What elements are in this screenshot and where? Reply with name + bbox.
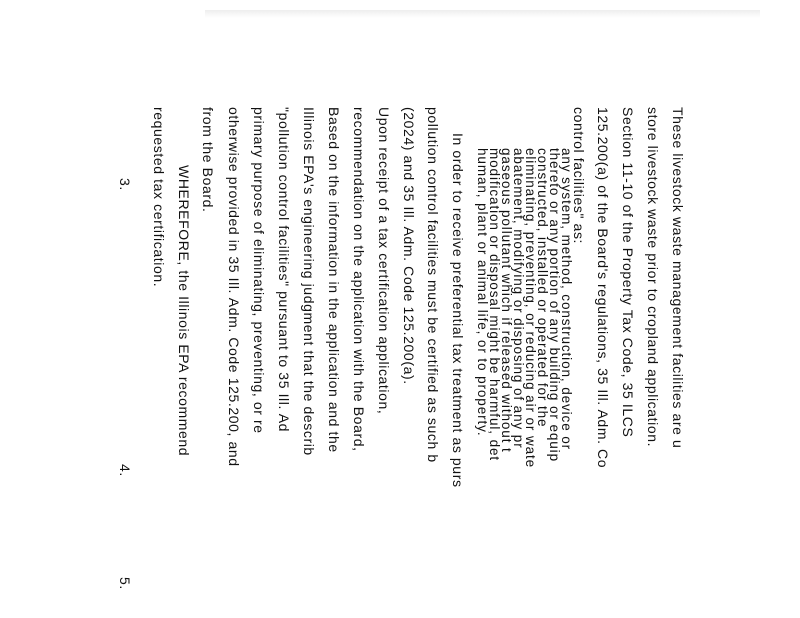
paragraph-three-line: otherwise provided in 35 Ill. Adm. Code 125.200, and xyxy=(226,107,242,467)
quotation-line: eliminating, preventing, or reducing air or wate xyxy=(523,148,538,469)
paragraph-one-line: Section 11-10 of the Property Tax Code, 35 ILCS xyxy=(620,107,636,438)
paragraph-two-line: (2024) and 35 Ill. Adm. Code 125.200(a). xyxy=(401,107,417,385)
page-number: 4. xyxy=(117,464,133,477)
paragraph-three-line: "pollution control facilities" pursuant to 35 Ill. Ad xyxy=(276,107,292,433)
quotation-line: thereto or any portion of any building or equip xyxy=(547,148,562,462)
paragraph-one-line: These livestock waste management facilities are u xyxy=(670,107,686,449)
quotation-line: modification or disposal might be harmful, det xyxy=(487,148,502,462)
page-number: 5. xyxy=(117,577,133,590)
paragraph-two-line: In order to receive preferential tax treatment as purs xyxy=(450,133,466,488)
paragraph-one-line: store livestock waste prior to cropland application. xyxy=(645,107,661,448)
scan-edge xyxy=(205,10,760,18)
paragraph-one-line: control facilities" as: xyxy=(571,107,587,245)
quotation-line: human, plant or animal life, or to property. xyxy=(475,148,490,437)
paragraph-three-line: from the Board. xyxy=(200,107,216,213)
paragraph-three-line: Upon receipt of a tax certification application, xyxy=(376,107,392,415)
paragraph-three-line: primary purpose of eliminating, preventing, or re xyxy=(251,107,267,434)
wherefore-line: requested tax certification. xyxy=(151,107,167,288)
paragraph-three-line: recommendation on the application with the Board, xyxy=(351,107,367,452)
wherefore-line: WHEREFORE, the Illinois EPA recommend xyxy=(176,165,192,457)
quotation-line: gaseous pollutant which if released without t xyxy=(499,148,514,453)
paragraph-one-line: 125.200(a) of the Board's regulations, 35 Ill. Adm. Co xyxy=(595,107,611,469)
paragraph-three-line: Based on the information in the application and the xyxy=(326,107,342,453)
quotation-line: any system, method, construction, device or xyxy=(559,148,574,451)
quotation-line: constructed, installed or operated for the xyxy=(535,148,550,428)
quotation-line: abatement, modifying or disposing of any pr xyxy=(511,148,526,449)
paragraph-three-line: Illinois EPA's engineering judgment that the describ xyxy=(301,107,317,456)
paragraph-two-line: pollution control facilities must be certified as such b xyxy=(425,107,441,463)
page-number: 3. xyxy=(117,178,133,191)
